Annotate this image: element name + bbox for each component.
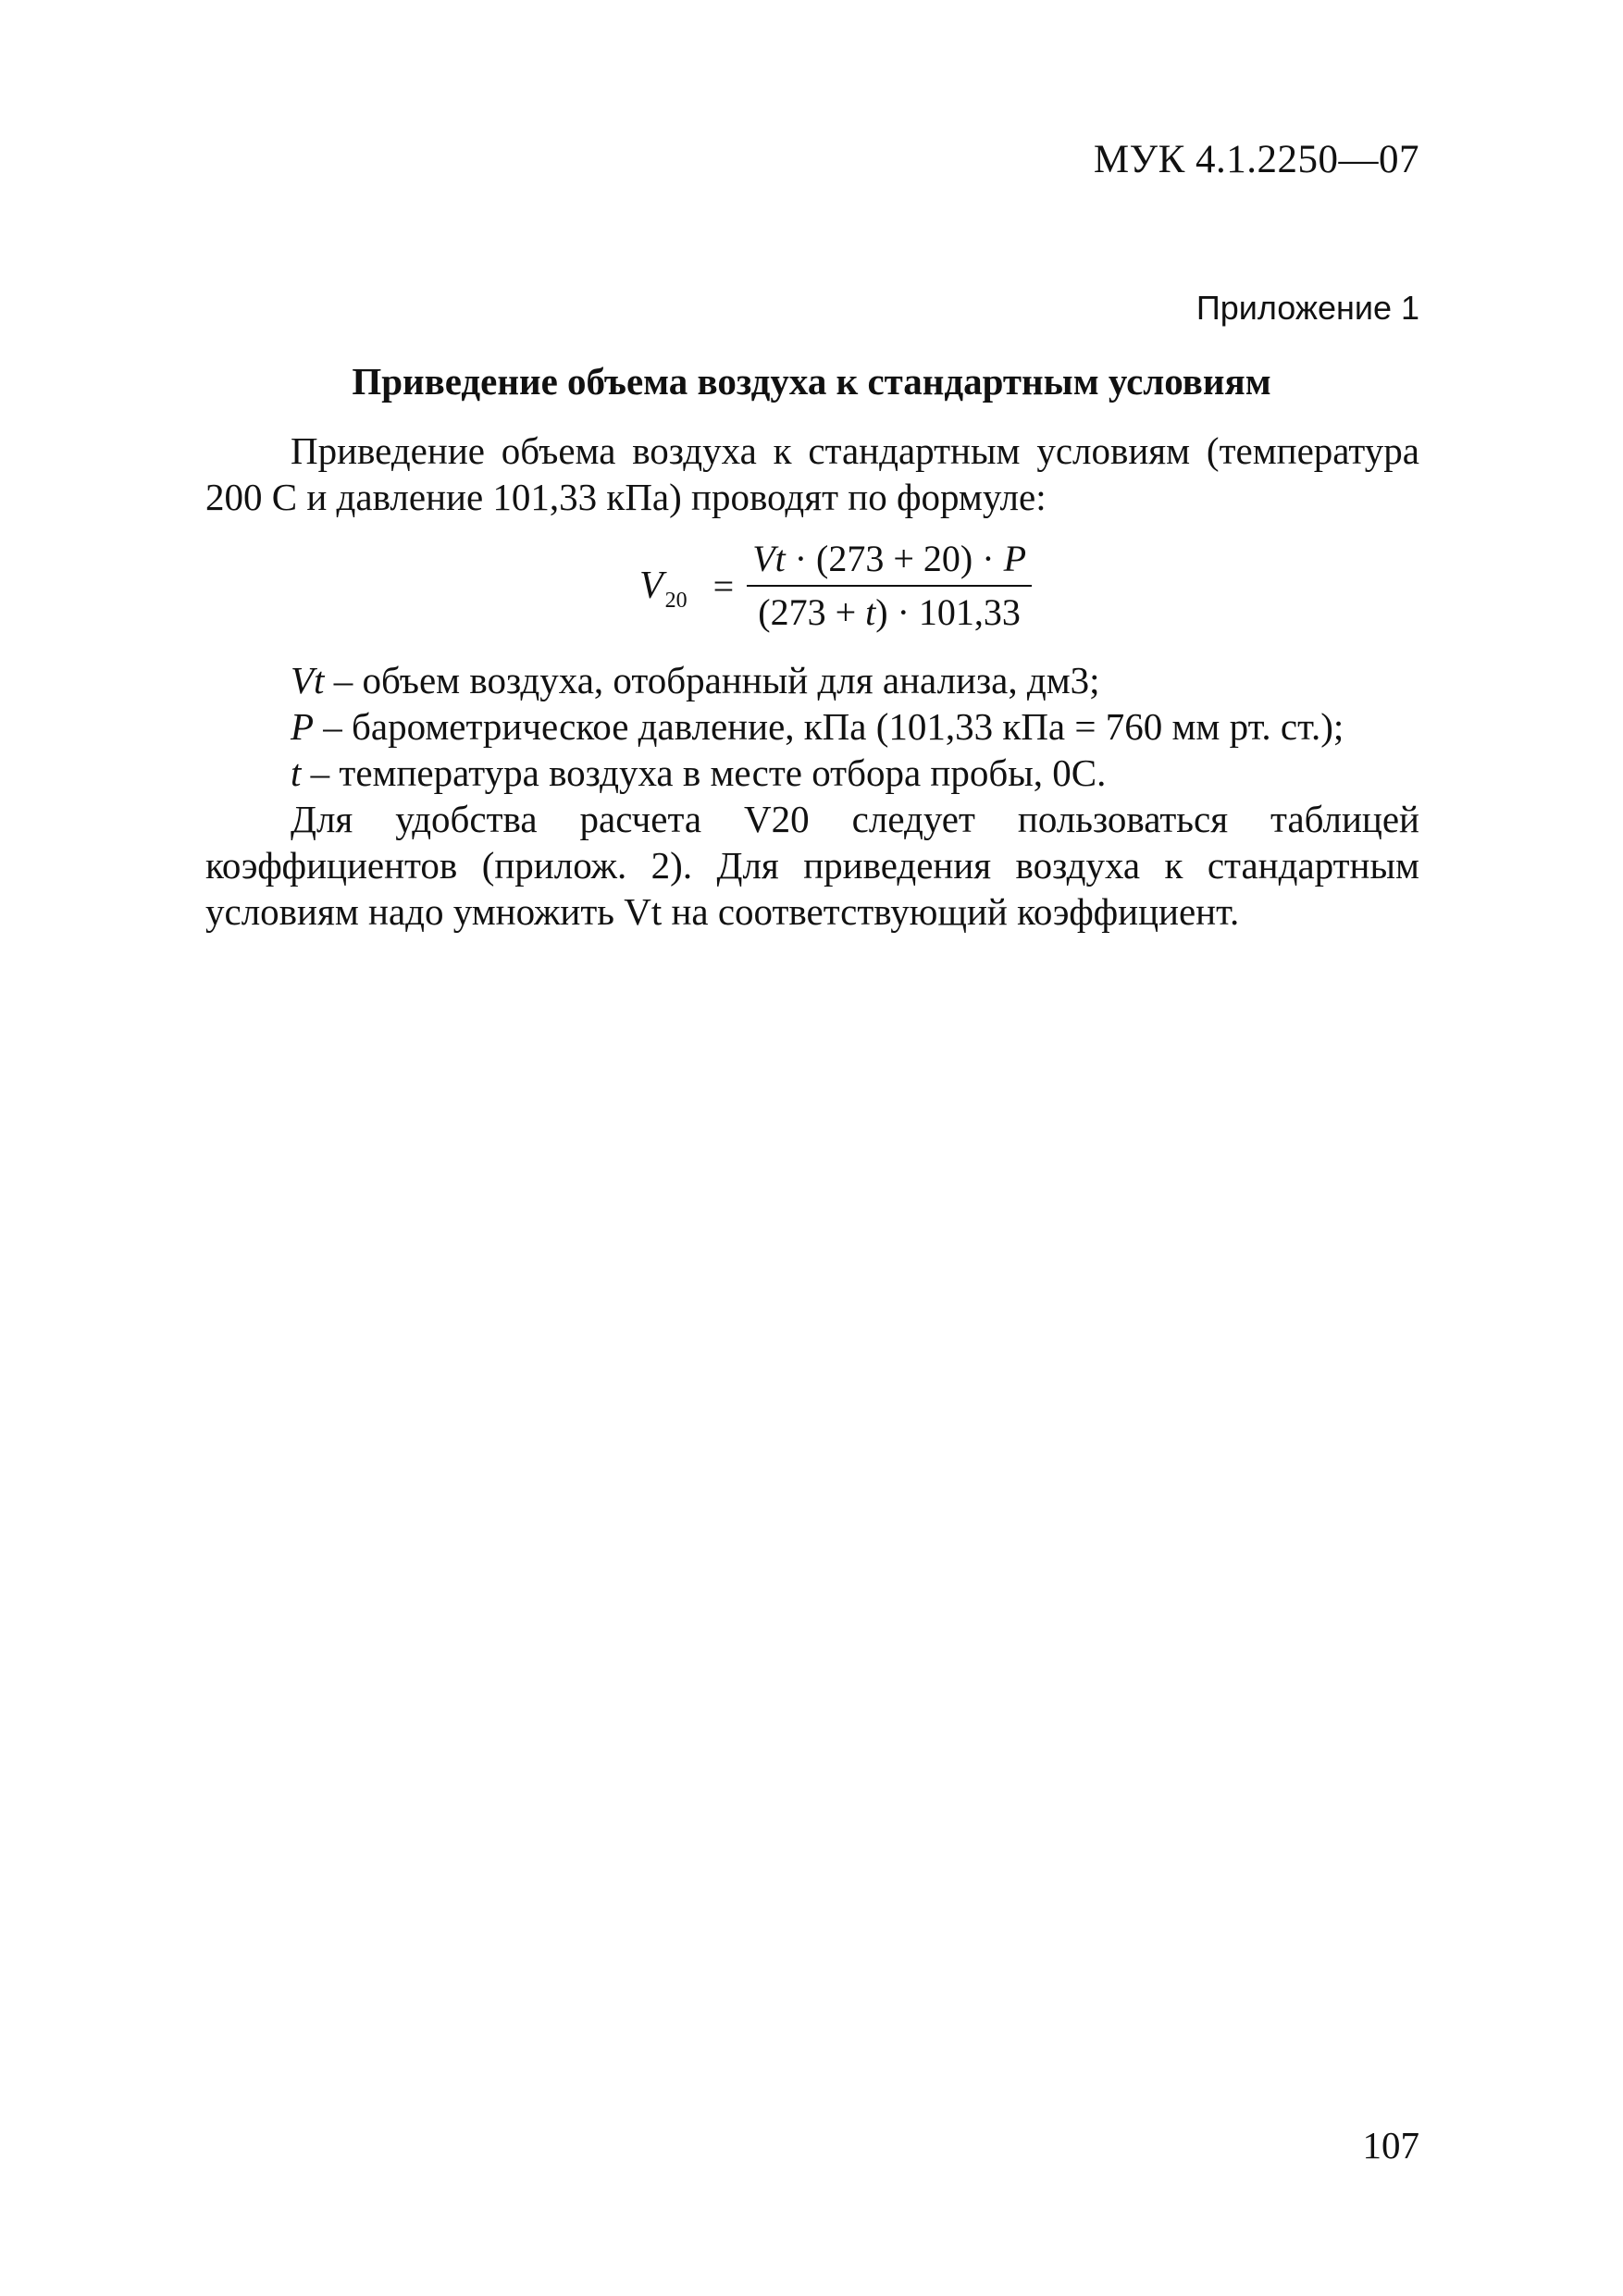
page-number: 107 — [1362, 2124, 1419, 2166]
section-title: Приведение объема воздуха к стандартным условиям — [352, 360, 1271, 403]
definition-symbol: P — [291, 705, 315, 748]
note-text: Для удобства расчета V20 следует пользоваться таблицей коэффициентов (прилож. 2). Для приведения воздуха к стандартным условиям надо умножить Vt на соответствующий коэффициент. — [205, 798, 1419, 933]
definition-symbol: t — [291, 751, 302, 794]
intro-paragraph — [205, 428, 1419, 520]
definition-item — [205, 703, 1419, 750]
formula-den-t: t — [865, 591, 876, 633]
definitions-list — [205, 657, 1419, 796]
formula-lhs — [638, 564, 688, 613]
formula-fraction — [747, 533, 1032, 639]
formula-den-post: ) · 101,33 — [875, 591, 1021, 633]
definition-symbol: Vt — [291, 659, 325, 701]
note-paragraph — [205, 796, 1419, 935]
formula-equals: = — [712, 565, 735, 607]
formula — [0, 533, 1623, 639]
formula-den-pre: (273 + — [758, 591, 866, 633]
intro-text: Приведение объема воздуха к стандартным условиям (температура 200 С и давление 101,33 кПа) проводят по формуле: — [205, 429, 1419, 518]
formula-numerator — [747, 533, 1032, 585]
formula-num-vt: Vt — [752, 538, 786, 579]
formula-denominator — [752, 587, 1026, 639]
formula-lhs-var: V — [638, 565, 663, 607]
document-code: МУК 4.1.2250—07 — [1093, 138, 1419, 181]
formula-lhs-subscript: 20 — [664, 589, 688, 613]
formula-num-p: P — [1003, 538, 1027, 579]
definition-item — [205, 657, 1419, 703]
definition-text: – объем воздуха, отобранный для анализа, дм3; — [324, 659, 1100, 701]
appendix-label: Приложение 1 — [1196, 289, 1419, 327]
definition-text: – барометрическое давление, кПа (101,33 кПа = 760 мм рт. ст.); — [314, 705, 1344, 748]
definition-item — [205, 750, 1419, 796]
definition-text: – температура воздуха в месте отбора пробы, 0С. — [301, 751, 1107, 794]
formula-num-mid: · (273 + 20) · — [785, 538, 1004, 579]
